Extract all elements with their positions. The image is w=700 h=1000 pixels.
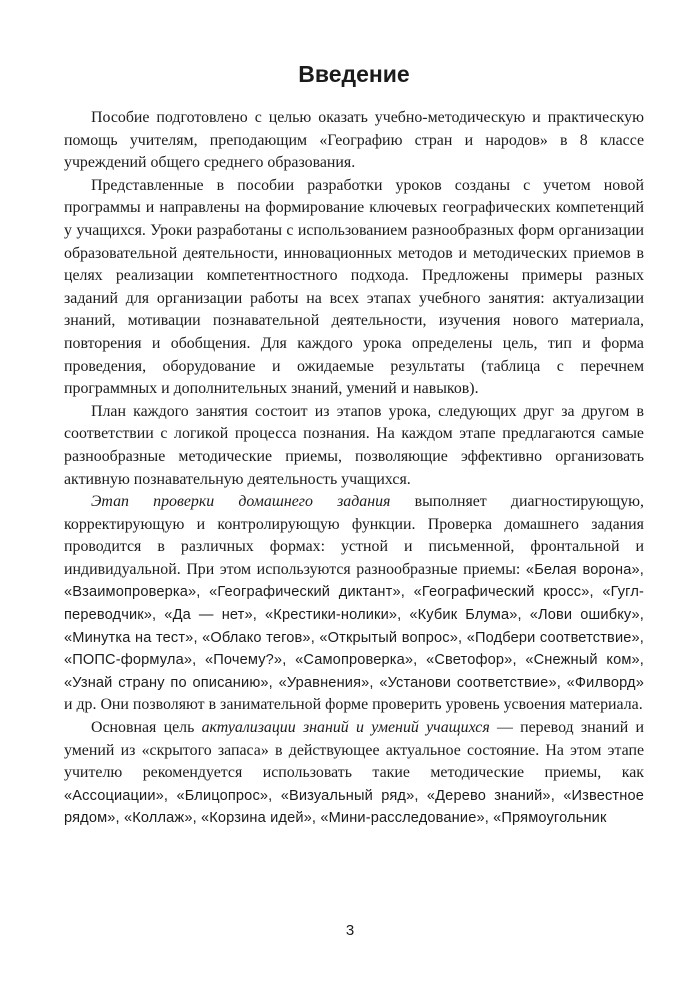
page-number: 3 bbox=[345, 922, 355, 939]
paragraph-4-intro: выполняет диагностирующую, корректирующую и контролирующую функции. Проверка домашнего задания проводится в различных формах: устной и письменной, фронтальной и индивидуальной. При этом используются разнообразные приемы: bbox=[64, 493, 644, 578]
paragraph-3: План каждого занятия состоит из этапов урока, следующих друг за другом в соответствии с логикой процесса познания. На каждом этапе предлагаются самые разнообразные методические приемы, позволяющие эффективно организовать активную познавательную деятельность учащихся. bbox=[64, 402, 644, 488]
actualization-techniques-list: «Ассоциации», «Блицопрос», «Визуальный ряд», «Дерево знаний», «Известное рядом», «Коллаж», «Корзина идей», «Мини-расследование», «Прямоугольник bbox=[64, 787, 644, 827]
paragraph-4 bbox=[64, 491, 644, 717]
paragraph-5 bbox=[64, 717, 644, 830]
paragraph-4-outro: и др. Они позволяют в занимательной форме проверить уровень усвоения материала. bbox=[64, 696, 643, 714]
homework-check-stage-term: Этап проверки домашнего задания bbox=[91, 493, 391, 511]
paragraph-5-lead: Основная цель bbox=[91, 719, 202, 737]
paragraph-2: Представленные в пособии разработки уроков созданы с учетом новой программы и направлены на формирование ключевых географических компетенций у учащихся. Уроки разработаны с использованием разнообразных форм организации образовательной деятельности, инновационных методов и методических приемов в целях реализации компетентностного подхода. Предложены примеры разных заданий для организации работы на всех этапах учебного занятия: актуализации знаний, мотивации познавательной деятельности, изучения нового материала, повторения и обобщения. Для каждого урока определены цель, тип и форма проведения, оборудование и ожидаемые результаты (таблица с перечнем программных и дополнительных знаний, умений и навыков). bbox=[64, 176, 644, 398]
homework-techniques-list: «Белая ворона», «Взаимопроверка», «Географический диктант», «Географический кросс», «Гугл-переводчик», «Да — нет», «Крестики-нолики», «Кубик Блума», «Лови ошибку», «Минутка на тест», «Облако тегов», «Открытый вопрос», «Подбери соответствие», «ПОПС-формула», «Почему?», «Самопроверка», «Светофор», «Снежный ком», «Узнай страну по описанию», «Уравнения», «Установи соответствие», «Филворд» bbox=[64, 561, 644, 691]
paragraph-1: Пособие подготовлено с целью оказать учебно-методическую и практическую помощь учителям, преподающим «Географию стран и народов» в 8 классе учреждений общего среднего образования. bbox=[64, 109, 644, 172]
actualization-term: актуализации знаний и умений учащихся bbox=[201, 719, 490, 737]
page-title: Введение bbox=[298, 61, 410, 87]
paragraph-5-intro: — перевод знаний и умений из «скрытого запаса» в действующее актуальное состояние. На этом этапе учителю рекомендуется использовать такие методические приемы, как bbox=[64, 719, 645, 782]
